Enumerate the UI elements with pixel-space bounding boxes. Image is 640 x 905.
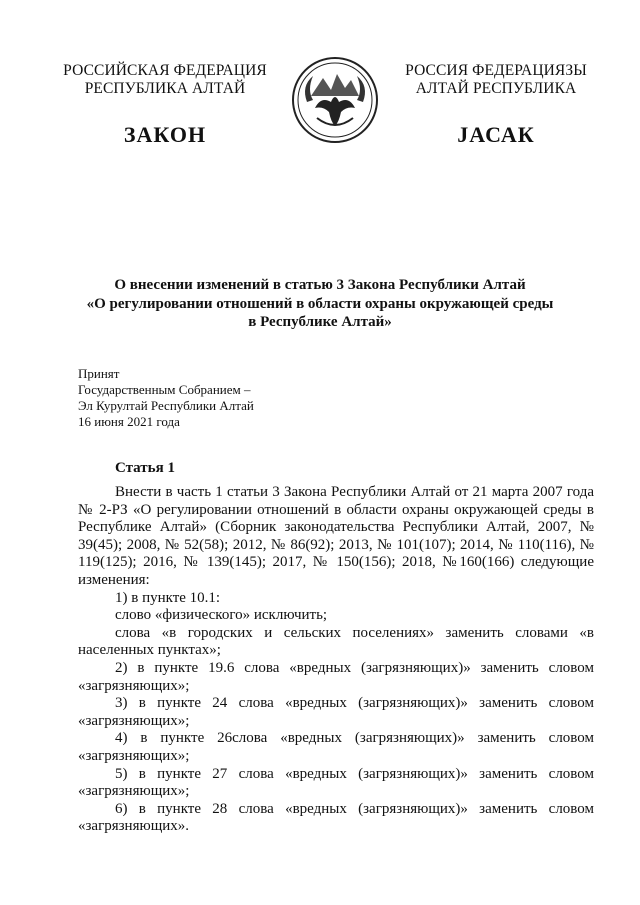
adoption-block	[78, 366, 378, 430]
adoption-line1: Принят	[78, 366, 120, 381]
header-right	[386, 62, 606, 98]
adoption-line2: Государственным Собранием –	[78, 382, 251, 397]
header-left-line2: РЕСПУБЛИКА АЛТАЙ	[84, 80, 246, 97]
law-title-line2: «О регулировании отношений в области охраны окружающей среды	[86, 295, 554, 312]
article-paragraph: 4) в пункте 26слова «вредных (загрязняющих)» заменить словом «загрязняющих»;	[78, 730, 594, 764]
law-label-altai: ЈАСАК	[457, 122, 535, 147]
article-paragraph: 6) в пункте 28 слова «вредных (загрязняющих)» заменить словом «загрязняющих».	[78, 800, 594, 835]
header-right-line1: РОССИЯ ФЕДЕРАЦИЯЗЫ	[405, 62, 587, 79]
article-paragraph: слово «физического» исключить;	[115, 607, 328, 624]
article-paragraph: 3) в пункте 24 слова «вредных (загрязняющих)» заменить словом «загрязняющих»;	[78, 695, 594, 729]
adoption-date: 16 июня 2021 года	[78, 414, 180, 429]
article-heading: Статья 1	[115, 460, 175, 476]
header-left-line1: РОССИЙСКАЯ ФЕДЕРАЦИЯ	[63, 62, 267, 79]
law-title	[60, 276, 580, 332]
article-paragraph: Внести в часть 1 статьи 3 Закона Республики Алтай от 21 марта 2007 года № 2-РЗ «О регулировании отношений в области охраны окружающей среды в Республике Алтай» (Сборник законодательства Республики Алтай, 2007, № 39(45); 2008, № 52(58); 2012, № 86(92); 2013, № 101(107); 2014, № 110(116), № 119(125); 2016, № 139(145); 2017, № 150(156); 2018, №160(166) следующие изменения:	[78, 484, 594, 588]
article-paragraph: слова «в городских и сельских поселениях» заменить словами «в населенных пунктах»;	[78, 624, 594, 659]
law-title-line3: в Республике Алтай»	[248, 314, 392, 330]
adoption-line3: Эл Курултай Республики Алтай	[78, 398, 254, 413]
article-paragraph: 5) в пункте 27 слова «вредных (загрязняющих)» заменить словом «загрязняющих»;	[78, 765, 594, 800]
article-paragraph: 2) в пункте 19.6 слова «вредных (загрязняющих)» заменить словом «загрязняющих»;	[78, 659, 594, 694]
article-paragraph: 1) в пункте 10.1:	[115, 589, 221, 606]
article-body	[78, 484, 594, 836]
law-label-russian: ЗАКОН	[123, 122, 207, 147]
header-right-line2: АЛТАЙ РЕСПУБЛИКА	[415, 80, 577, 97]
header-left	[55, 62, 275, 98]
altai-coat-of-arms-icon	[291, 56, 379, 144]
law-title-line1: О внесении изменений в статью 3 Закона Республики Алтай	[114, 277, 526, 293]
